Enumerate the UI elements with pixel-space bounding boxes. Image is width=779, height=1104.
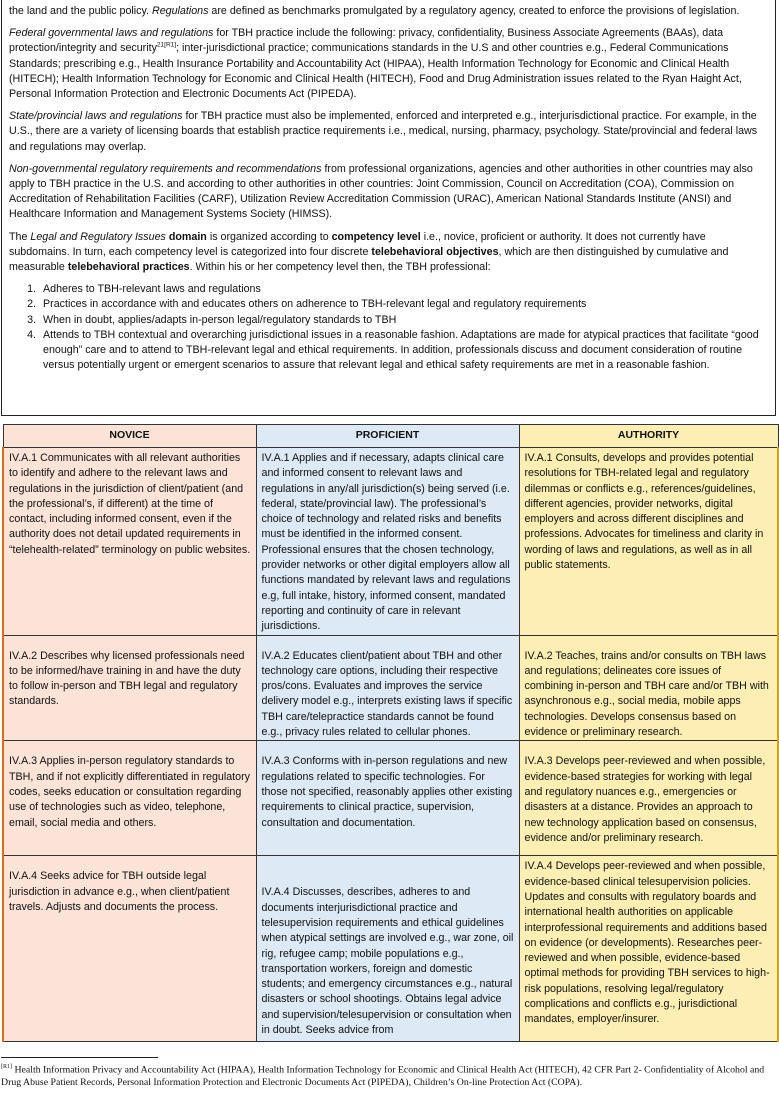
intro-paragraph-federal: Federal governmental laws and regulations for TBH practice include the following: privacy, confidentiality, Business Associate Agreements (BAAs), data protection/integrity and security$^{21[R1]}$; inter-jurisdictional practice; communications standards in the U.S and other countries e.g., Federal Communications Standards; prescribing e.g., Health Insurance Portability and Accountability Act (HIPAA), Health Information Technology for Economic and Clinical Health (HITECH); Health Information Technology for Economic and Clinical Health (HITECH), Food and Drug Administration issues related to the Ryan Haight Act, Personal Information Protection and Electronic Documents Act (PIPEDA). xyxy=(9,27,742,101)
table-header-row xyxy=(3,425,778,448)
competency-table xyxy=(2,424,779,1042)
objective-item: 3. When in doubt, applies/adapts in-person legal/regulatory standards to TBH xyxy=(39,313,768,328)
table-row xyxy=(3,856,778,1042)
novice-cell: IV.A.1 Communicates with all relevant authorities to identify and adhere to the relevant laws and regulations in the jurisdiction of client/patient (and the professional’s, if different) at the time of contact, including informed consent, even if the authority does not detail updated requirements in “telehealth-related” terminology on public websites. xyxy=(3,448,256,636)
proficient-cell: IV.A.4 Discusses, describes, adheres to and documents interjurisdictional practice and telesupervision requirements and ethical guidelines when atypical settings are involved e.g., war zone, oil rig, refugee camp; mobile populations e.g., transportation workers, foreign and domestic students; and emergency circumstances e.g., natural disasters or school shootings. Obtains legal advice and supervision/telesupervision or consultation when in doubt. Seeks advice from xyxy=(256,856,519,1042)
footnote-text: Health Information Privacy and Accountability Act (HIPAA), Health Information Technology for Economic and Clinical Health Act (HITECH), 42 CFR Part 2- Confidentiality of Alcohol and Drug Abuse Patient Records, Personal Information Protection and Electronic Documents Act (PIPEDA), Children’s On-line Protection Act (COPA). xyxy=(1,1064,765,1088)
table-row xyxy=(3,448,778,636)
proficient-cell: IV.A.3 Conforms with in-person regulations and new regulations related to specific technologies. For those not specified, reasonably applies other existing requirements to clinical practice, supervision, consultation and documentation. xyxy=(256,741,519,856)
intro-paragraph-state: State/provincial laws and regulations for TBH practice must also be implemented, enforced and interpreted e.g., interjurisdictional practice. For example, in the U.S., there are a variety of licensing boards that establish practice requirements i.e., medical, nursing, pharmacy, psychology. State/provincial and federal laws and regulations may overlap. xyxy=(9,110,758,153)
novice-cell: IV.A.3 Applies in-person regulatory standards to TBH, and if not explicitly differentiated in regulatory codes, seeks education or consultation regarding use of technologies such as video, telephone, email, social media and others. xyxy=(3,741,256,856)
footnote-marker: [R1] xyxy=(1,1064,12,1070)
proficient-cell: IV.A.1 Applies and if necessary, adapts clinical care and informed consent to relevant laws and regulations in any/all jurisdiction(s) being served (i.e. federal, state/provincial law). The professional’s choice of technology and related risks and benefits must be identified in the informed consent. Professional ensures that the chosen technology, provider networks or other digital employers allow all functions mandated by relevant laws and regulations e.g, full intake, history, informed consent, mandated reporting and continuity of care in relevant jurisdictions. xyxy=(256,448,519,636)
intro-section xyxy=(1,0,776,416)
proficient-cell: IV.A.2 Educates client/patient about TBH and other technology care options, including their respective pros/cons. Evaluates and improves the service delivery model e.g., interprets existing laws if specific TBH care/telepractice standards cannot be found e.g., privacy rules related to cellular phones. xyxy=(256,635,519,741)
authority-cell: IV.A.2 Teaches, trains and/or consults on TBH laws and regulations; delineates core issues of combining in-person and TBH care and/or TBH with asynchronous e.g., social media, mobile apps technologies. Develops consensus based on evidence or preliminary research. xyxy=(519,635,778,741)
column-header-novice: NOVICE xyxy=(3,425,256,448)
table-row xyxy=(3,741,778,856)
objective-item: 4. Attends to TBH contextual and overarching jurisdictional issues in a reasonable fashion. Adaptations are made for atypical practices that facilitate “good enough” care and to attend to TBH-relevant legal and ethical requirements. In addition, professionals discuss and document consideration of routine versus potentially urgent or emergent scenarios to assure that relevant legal and ethical safety requirements are met in a reasonable fashion. xyxy=(39,328,768,374)
novice-cell: IV.A.4 Seeks advice for TBH outside legal jurisdiction in advance e.g., when client/patient travels. Adjusts and documents the process. xyxy=(3,856,256,1042)
footnote-separator xyxy=(1,1057,158,1058)
authority-cell: IV.A.1 Consults, develops and provides potential resolutions for TBH-related legal and regulatory dilemmas or conflicts e.g., references/guidelines, different agencies, provider networks, digital employers and across different disciplines and professions. Advocates for timeliness and clarity in wording of laws and regulations, as well as in all public statements. xyxy=(519,448,778,636)
intro-paragraph-regulations: the land and the public policy. Regulations are defined as benchmarks promulgated by a regulatory agency, created to enforce the provisions of legislation. xyxy=(9,5,740,17)
footnote xyxy=(1,1061,776,1089)
objective-item: 1. Adheres to TBH-relevant laws and regulations xyxy=(39,282,768,297)
column-header-authority: AUTHORITY xyxy=(519,425,778,448)
authority-cell: IV.A.3 Develops peer-reviewed and when possible, evidence-based strategies for working with legal and regulatory nuances e.g., emergencies or disasters at a distance. Provides an approach to new technology application based on consensus, evidence and/or preliminary research. xyxy=(519,741,778,856)
authority-cell: IV.A.4 Develops peer-reviewed and when possible, evidence-based clinical telesupervision policies. Updates and consults with regulatory boards and international health authorities on applicable interprofessional requirements and additions based on evidence (or developments). Researches peer-reviewed and when possible, evidence-based optimal methods for providing TBH services to high-risk populations, resolving legal/regulatory complications and conflicts e.g., jurisdictional mandates, employer/insurer. xyxy=(519,856,778,1042)
objectives-list xyxy=(9,282,768,373)
column-header-proficient: PROFICIENT xyxy=(256,425,519,448)
table-row xyxy=(3,635,778,741)
novice-cell: IV.A.2 Describes why licensed professionals need to be informed/have training in and have the duty to follow in-person and TBH legal and regulatory standards. xyxy=(3,635,256,741)
intro-paragraph-domain: The Legal and Regulatory Issues domain is organized according to competency level i.e., novice, proficient or authority. It does not currently have subdomains. In turn, each competency level is categorized into four discrete telebehavioral objectives, which are then distinguished by cumulative and measurable telebehavioral practices. Within his or her competency level then, the TBH professional: xyxy=(9,230,729,274)
objective-item: 2. Practices in accordance with and educates others on adherence to TBH-relevant legal and regulatory requirements xyxy=(39,297,768,312)
intro-paragraph-nongovernmental: Non-governmental regulatory requirements and recommendations from professional organizations, agencies and other authorities in other countries may also apply to TBH practice in the U.S. and according to other authorities in other countries: Joint Commission, Council on Accreditation (COA), Commission on Accreditation of Rehabilitation Facilities (CARF), Utilization Review Accreditation Commission (URAC), American National Standards Institute (ANSI) and Healthcare Information and Management Systems Society (HIMSS). xyxy=(9,162,753,221)
footnote-reference[interactable]: 21[R1] xyxy=(156,41,177,49)
